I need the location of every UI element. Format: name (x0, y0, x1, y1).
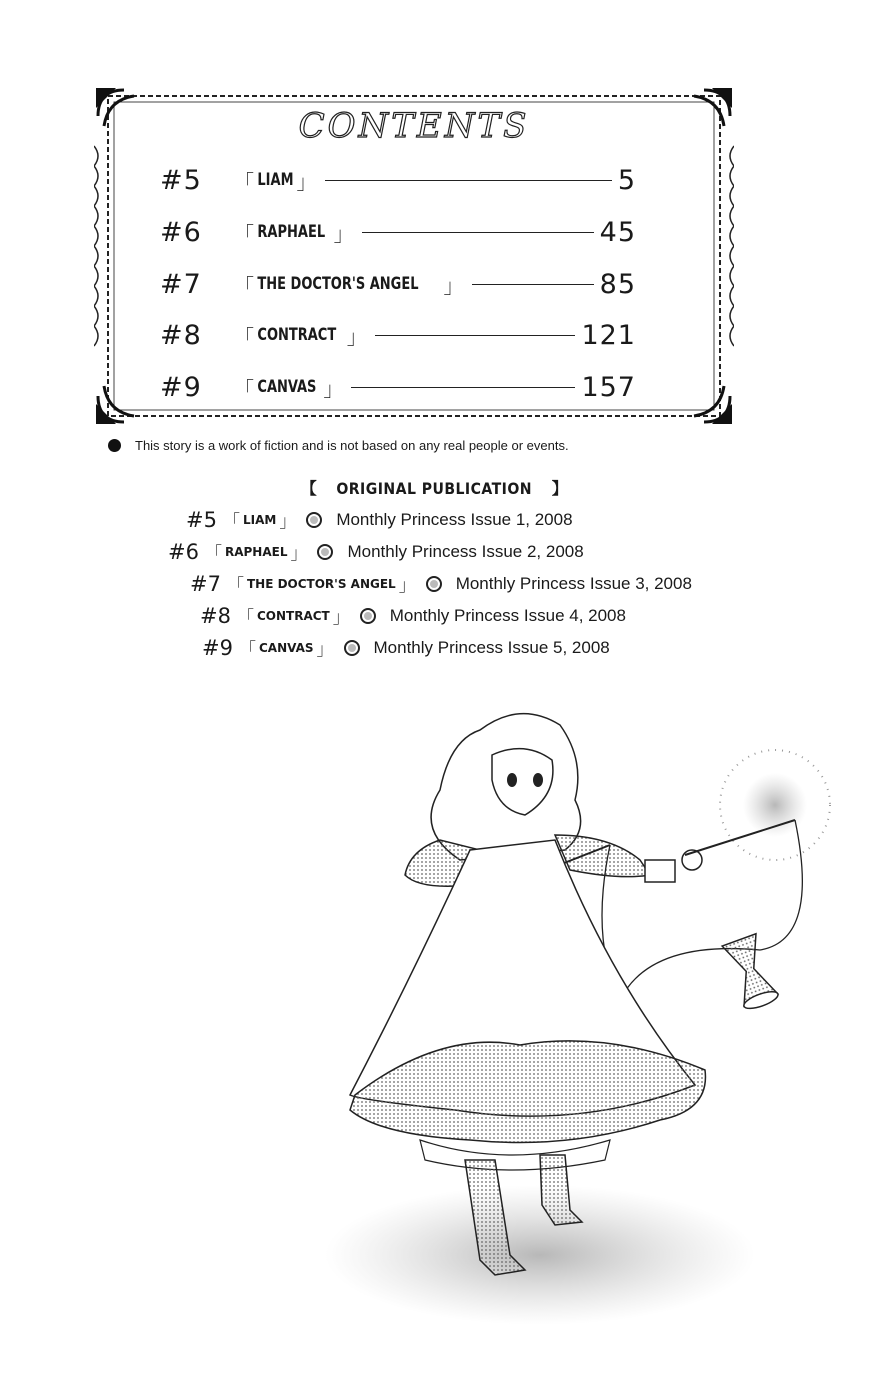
publication-entry (202, 635, 610, 660)
publication-entry (168, 539, 584, 564)
toc-page: 121 (581, 319, 636, 351)
pub-number: #8 (200, 603, 231, 628)
toc-entry (160, 264, 636, 304)
contents-heading: CONTENTS (298, 106, 530, 146)
pub-source: Monthly Princess Issue 4, 2008 (389, 605, 626, 625)
pub-number: #9 (202, 635, 233, 660)
circle-icon (344, 640, 360, 656)
right-cuff (645, 860, 675, 882)
toc-page: 45 (599, 216, 636, 248)
diabolo-string (602, 820, 802, 1000)
disclaimer-text: This story is a work of fiction and is not based on any real people or events. (135, 438, 569, 453)
petticoat (420, 1140, 610, 1170)
pub-source: Monthly Princess Issue 5, 2008 (373, 637, 610, 657)
open-bracket: 「 (234, 221, 254, 246)
right-eye (533, 773, 543, 787)
pub-title: RAPHAEL (224, 544, 288, 559)
pub-number: #6 (168, 539, 199, 564)
circle-icon (317, 544, 333, 560)
close-bracket: 」 (443, 273, 464, 298)
circle-icon (306, 512, 322, 528)
toc-page: 157 (581, 371, 636, 403)
header-close-bracket: 】 (551, 479, 569, 498)
original-publication-heading (0, 476, 869, 499)
leader-line (472, 284, 594, 285)
toc-title: CANVAS (257, 377, 317, 397)
publication-entry (200, 603, 626, 628)
close-bracket: 」 (296, 169, 317, 194)
close-bracket: 」 (316, 640, 334, 659)
open-bracket: 「 (234, 169, 254, 194)
pub-source: Monthly Princess Issue 1, 2008 (336, 509, 573, 529)
close-bracket: 」 (333, 221, 354, 246)
girl-diabolo-illustration (320, 700, 850, 1360)
pub-title: CANVAS (258, 640, 314, 655)
toc-entry (160, 160, 636, 200)
bullet-icon (108, 439, 121, 452)
diabolo-stick-right (685, 820, 795, 855)
toc-number: #7 (160, 268, 202, 300)
leader-line (325, 180, 612, 181)
original-publication-label: ORIGINAL PUBLICATION (336, 479, 533, 498)
close-bracket: 」 (290, 544, 308, 563)
toc-number: #5 (160, 164, 202, 196)
left-eye (507, 773, 517, 787)
close-bracket: 」 (279, 512, 297, 531)
toc-title: LIAM (257, 170, 294, 190)
open-bracket: 「 (238, 640, 256, 659)
close-bracket: 」 (398, 576, 416, 595)
header-open-bracket: 【 (300, 479, 318, 498)
pub-number: #7 (190, 571, 221, 596)
toc-entry (160, 367, 636, 407)
pub-number: #5 (186, 507, 217, 532)
diabolo (722, 934, 780, 1012)
open-bracket: 「 (226, 576, 244, 595)
open-bracket: 「 (234, 376, 254, 401)
toc-title: THE DOCTOR'S ANGEL (257, 274, 419, 294)
toc-entry (160, 315, 636, 355)
open-bracket: 「 (222, 512, 240, 531)
pub-source: Monthly Princess Issue 3, 2008 (455, 573, 692, 593)
publication-entry (186, 507, 573, 532)
pub-title: LIAM (242, 512, 277, 527)
pub-title: CONTRACT (256, 608, 330, 623)
toc-number: #9 (160, 371, 202, 403)
toc-title: CONTRACT (257, 325, 337, 345)
toc-title: RAPHAEL (257, 222, 326, 242)
open-bracket: 「 (204, 544, 222, 563)
toc-page: 85 (599, 268, 636, 300)
ground-shadow (325, 1185, 755, 1325)
circle-icon (426, 576, 442, 592)
leader-line (362, 232, 594, 233)
toc-page: 5 (617, 164, 636, 196)
contents-frame (94, 86, 734, 426)
pub-source: Monthly Princess Issue 2, 2008 (347, 541, 584, 561)
leader-line (375, 335, 576, 336)
leader-line (351, 387, 575, 388)
publication-entry (190, 571, 692, 596)
pub-title: THE DOCTOR'S ANGEL (246, 576, 396, 591)
close-bracket: 」 (346, 324, 367, 349)
close-bracket: 」 (323, 376, 344, 401)
open-bracket: 「 (234, 324, 254, 349)
disclaimer (108, 438, 569, 453)
right-sleeve (555, 835, 650, 877)
toc-number: #8 (160, 319, 202, 351)
circle-icon (360, 608, 376, 624)
close-bracket: 」 (332, 608, 350, 627)
toc-number: #6 (160, 216, 202, 248)
open-bracket: 「 (234, 273, 254, 298)
open-bracket: 「 (236, 608, 254, 627)
toc-entry (160, 212, 636, 252)
